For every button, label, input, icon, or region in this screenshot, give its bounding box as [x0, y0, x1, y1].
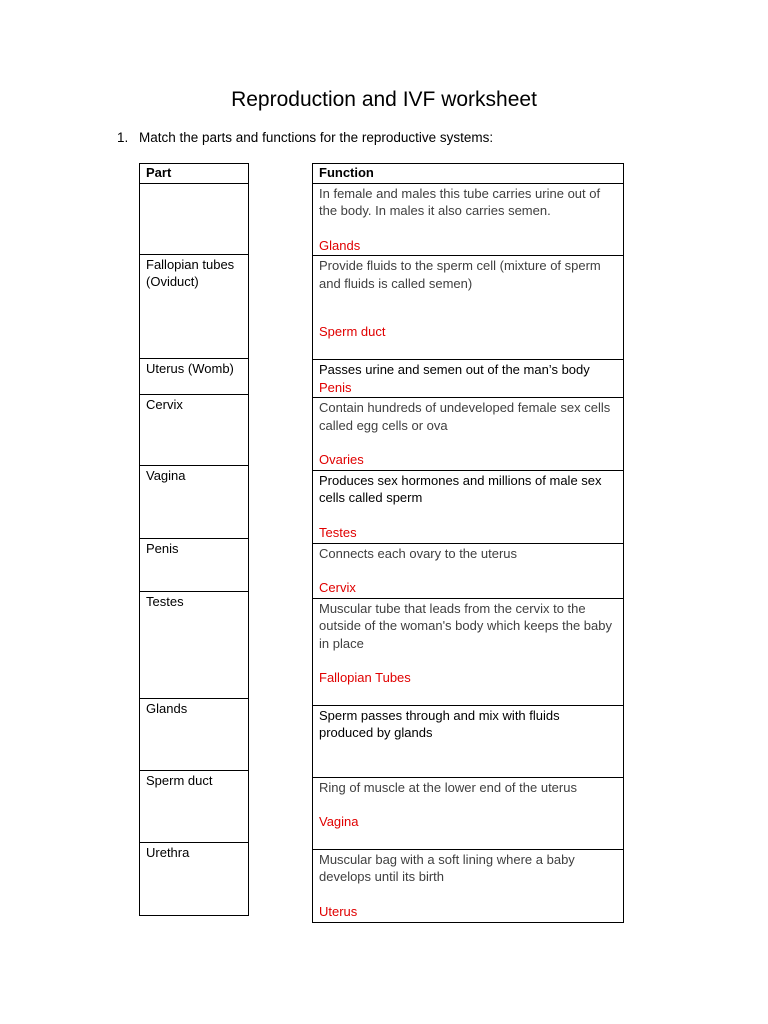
- answer-text: Glands: [319, 237, 361, 253]
- answer-text: Fallopian Tubes: [319, 670, 411, 685]
- functions-header: Function: [313, 164, 624, 184]
- function-cell: [313, 398, 624, 471]
- answer-text: Ovaries: [319, 452, 364, 467]
- function-text: Passes urine and semen out of the man’s body: [319, 362, 590, 377]
- parts-header: Part: [140, 164, 249, 184]
- answer-text: Uterus: [319, 903, 358, 919]
- answer-text: Cervix: [319, 580, 356, 595]
- part-cell: Fallopian tubes (Oviduct): [140, 254, 249, 358]
- answer-text: Penis: [319, 379, 352, 395]
- function-cell: [313, 183, 624, 256]
- part-cell: Testes: [140, 591, 249, 698]
- function-text: Ring of muscle at the lower end of the uterus: [319, 779, 577, 795]
- function-text: Sperm passes through and mix with fluids produced by glands: [319, 707, 560, 740]
- part-cell: Glands: [140, 698, 249, 770]
- function-cell: [313, 777, 624, 849]
- question-1: [117, 130, 493, 145]
- part-cell: Penis: [140, 538, 249, 591]
- answer-text: Vagina: [319, 814, 359, 829]
- function-cell: [313, 705, 624, 777]
- question-number: 1.: [117, 130, 129, 145]
- function-text: Muscular bag with a soft lining where a baby develops until its birth: [319, 851, 575, 884]
- function-text: Provide fluids to the sperm cell (mixture of sperm and fluids is called semen): [319, 258, 601, 291]
- part-cell: Vagina: [140, 465, 249, 538]
- function-text: Contain hundreds of undeveloped female sex cells called egg cells or ova: [319, 400, 611, 433]
- answer-text: Sperm duct: [319, 324, 386, 339]
- function-text: Connects each ovary to the uterus: [319, 545, 518, 561]
- question-text: Match the parts and functions for the reproductive systems:: [139, 130, 494, 145]
- part-cell: Cervix: [140, 394, 249, 465]
- function-cell: [313, 360, 624, 398]
- part-cell: Urethra: [140, 842, 249, 915]
- function-cell: [313, 598, 624, 705]
- function-cell: [313, 543, 624, 598]
- part-cell: Sperm duct: [140, 770, 249, 842]
- part-cell: Uterus (Womb): [140, 358, 249, 394]
- function-cell: [313, 849, 624, 922]
- parts-table: [139, 163, 249, 916]
- function-text: Muscular tube that leads from the cervix to the outside of the woman's body which keeps the baby in place: [319, 600, 612, 651]
- function-cell: [313, 256, 624, 360]
- function-text: In female and males this tube carries urine out of the body. In males it also carries semen.: [319, 185, 601, 218]
- answer-text: Testes: [319, 524, 357, 540]
- part-cell: [140, 183, 249, 254]
- function-text: Produces sex hormones and millions of male sex cells called sperm: [319, 472, 602, 505]
- function-cell: [313, 470, 624, 543]
- functions-table: [312, 163, 624, 923]
- page-title: Reproduction and IVF worksheet: [231, 88, 537, 111]
